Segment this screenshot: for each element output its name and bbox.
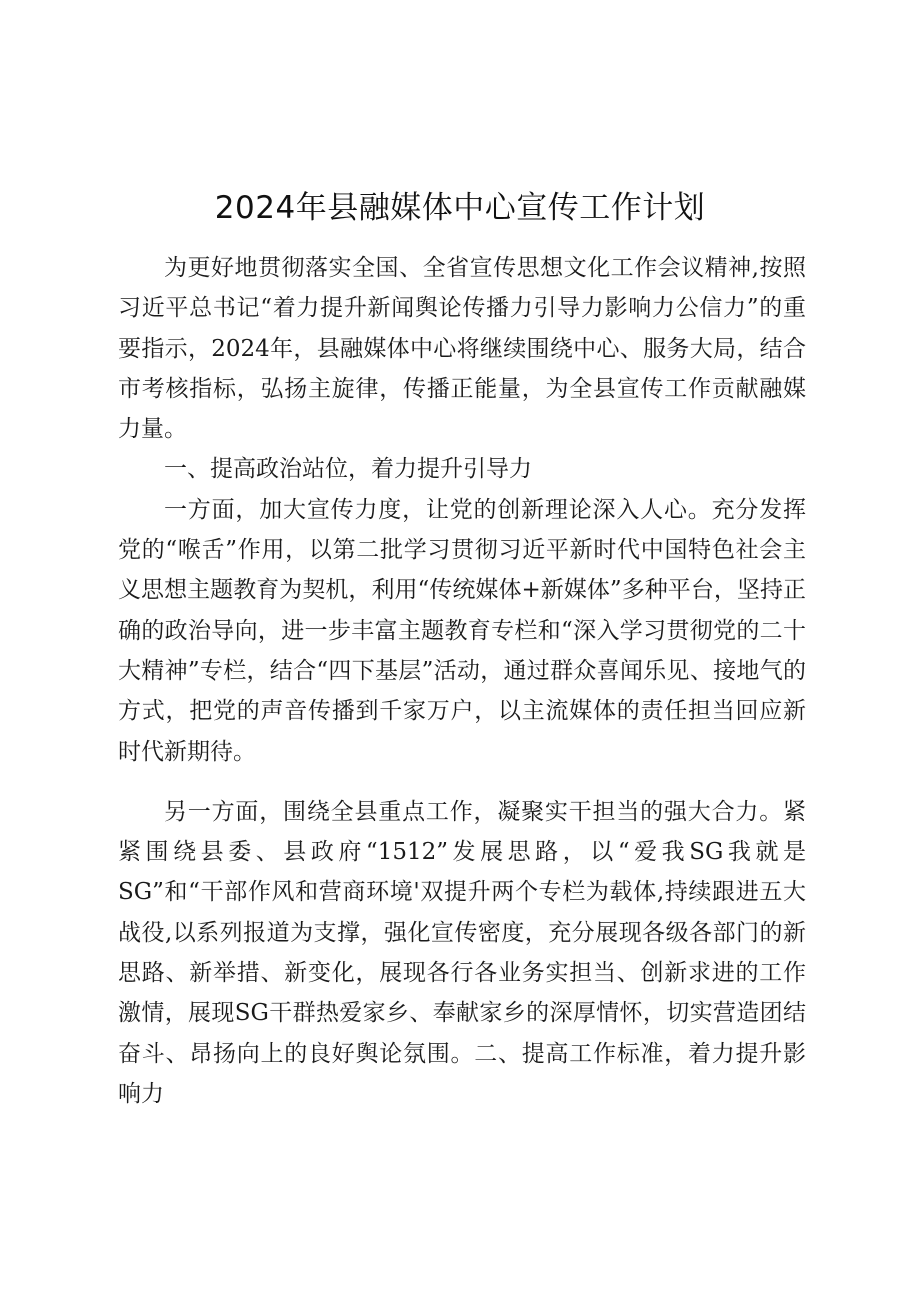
document-title: 2024年县融媒体中心宣传工作计划 bbox=[214, 190, 706, 226]
section-one-paragraph-2: 另一方面，围绕全县重点工作，凝聚实干担当的强大合力。紧紧围绕县委、县政府“1512”发展思路，以“爱我SG我就是SG”和“干部作风和营商环境'双提升两个专栏为载体,持续跟进五大战役,以系列报道为支撑，强化宣传密度，充分展现各级各部门的新思路、新举措、新变化，展现各行各业务实担当、创新求进的工作激情，展现SG干群热爱家乡、奉献家乡的深厚情怀，切实营造团结奋斗、昂扬向上的良好舆论氛围。二、提高工作标准，着力提升影响力 bbox=[118, 798, 806, 1107]
intro-paragraph: 为更好地贯彻落实全国、全省宣传思想文化工作会议精神,按照习近平总书记“着力提升新闻舆论传播力引导力影响力公信力”的重要指示，2024年，县融媒体中心将继续围绕中心、服务大局，结合市考核指标，弘扬主旋律，传播正能量，为全县宣传工作贡献融媒力量。 bbox=[118, 255, 806, 443]
section-one-heading: 一、提高政治站位，着力提升引导力 bbox=[164, 456, 532, 483]
document-body bbox=[118, 248, 806, 1114]
section-one-paragraph-1: 一方面，加大宣传力度，让党的创新理论深入人心。充分发挥党的“喉舌”作用，以第二批学习贯彻习近平新时代中国特色社会主义思想主题教育为契机，利用“传统媒体+新媒体”多种平台，坚持正确的政治导向，进一步丰富主题教育专栏和“深入学习贯彻党的二十大精神”专栏，结合“四下基层”活动，通过群众喜闻乐见、接地气的方式，把党的声音传播到千家万户，以主流媒体的责任担当回应新时代新期待。 bbox=[118, 496, 806, 765]
